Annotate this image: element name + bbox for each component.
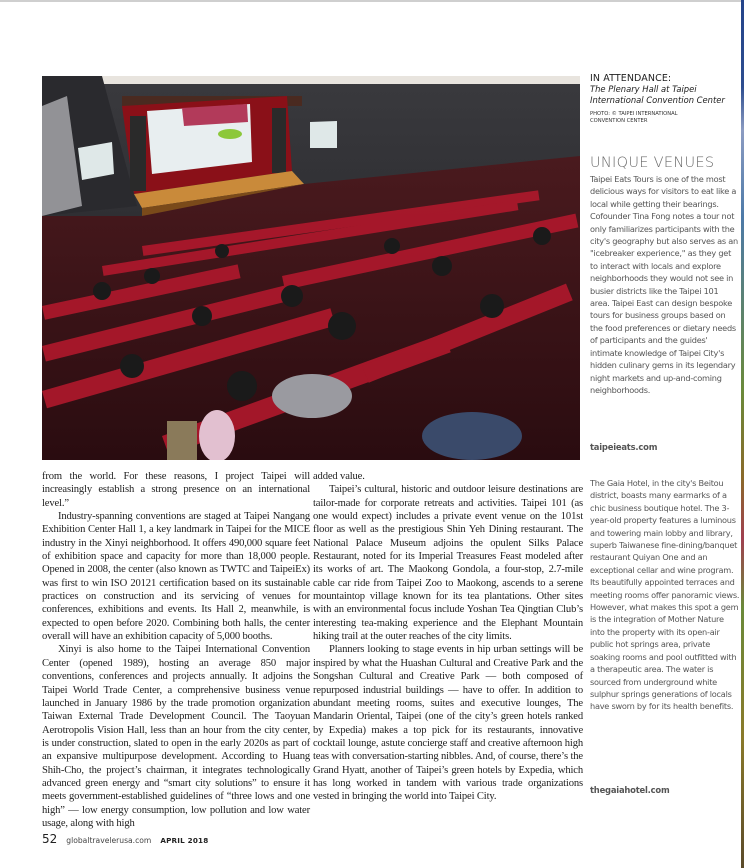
page-number: 52 xyxy=(42,832,58,846)
photo-credit-line-1: PHOTO: © TAIPEI INTERNATIONAL xyxy=(590,111,678,117)
article-paragraph: Planners looking to stage events in hip urban settings will be inspired by what the Huashan Cultural and Creative Park and the Songshan Cultural and Creative Park — both composed of repurposed industrial buildings — have to offer. In addition to abundant meeting rooms, suites and executive lounges, The Mandarin Oriental, Taipei (one of the city’s green hotels ranked by Expedia) makes a top pick for its restaurants, innovative cocktail lounge, astute concierge staff and creative afternoon high teas with conversation-starting nibbles. And, of course, there’s the Grand Hyatt, another of Taipei’s green hotels by Expedia, which has long worked in tandem with various trade organizations vested in bringing the world into Taipei City. xyxy=(313,644,583,803)
footer-website[interactable]: globaltravelerusa.com xyxy=(66,836,152,845)
article-column-1 xyxy=(42,470,310,830)
page-top-rule xyxy=(0,0,744,2)
article-paragraph: added value. xyxy=(313,471,365,482)
photo-credit xyxy=(590,111,740,125)
caption-subtitle-line-1: The Plenary Hall at Taipei xyxy=(590,84,697,94)
article-paragraph: Industry-spanning conventions are staged at Taipei Nangang Exhibition Center Hall 1, a key landmark in Taipei for the MICE industry in the Xinyi neighborhood. It offers 490,000 square feet of exhibition space and capacity for more than 18,000 people. Opened in 2008, the center (also known as TWTC and TaipeiEx) was first to win ISO 20121 certification based on its sustainable practices on construction and its servicing of venues for conferences, exhibitions and events. Its Hall 2, meanwhile, is expected to open before 2020. Combining both halls, the center overall will have an exhibition capacity of 5,000 booths. xyxy=(42,511,310,643)
sidebar-paragraph-gaia-hotel: The Gaia Hotel, in the city's Beitou district, boasts many earmarks of a chic business boutique hotel. The 3-year-old property features a luminous and towering main lobby and library, superb Taiwanese fine-dining/banquet restaurant Quiyan One and an exceptional cellar and wine program. Its beautifully appointed terraces and meeting rooms offer panoramic views. However, what makes this spot a gem is the integration of Mother Nature into the property with its open-air public hot springs area, private soaking rooms and pool outfitted with a therapeutic area. The water is sourced from underground white sulphur springs generations of locals have sworn by for its health benefits. xyxy=(590,478,740,712)
article-paragraph: Taipei’s cultural, historic and outdoor leisure destinations are tailor-made for corporate retreats and activities. Taipei 101 (as one would expect) includes a private event venue on the 101st floor as well as the prestigious Shin Yeh Dining restaurant. The National Palace Museum adjoins the opulent Silks Palace Restaurant, noted for its Imperial Treasures Feast modeled after its works of art. The Maokong Gondola, a four-stop, 2.7-mile cable car ride from Taipei Zoo to Maokong, ascends to a serene mountaintop village known for its tea plantations. Other sites with an environmental focus include Yoshan Tea Qingtian Club’s interesting tea-making experience and the Elephant Mountain hiking trail at the outer reaches of the city limits. xyxy=(313,484,583,643)
photo-illustration xyxy=(42,76,580,460)
photo-credit-line-2: CONVENTION CENTER xyxy=(590,118,648,124)
plenary-hall-photo xyxy=(42,76,580,460)
footer-issue-date: APRIL 2018 xyxy=(160,836,209,845)
sidebar-link-taipeieats[interactable]: taipeieats.com xyxy=(590,442,658,452)
caption-heading: IN ATTENDANCE: xyxy=(590,73,672,84)
article-paragraph: from the world. For these reasons, I project Taipei will increasingly establish a strong presence on an international level.” xyxy=(42,471,310,509)
sidebar-paragraph-taipei-eats: Taipei Eats Tours is one of the most delicious ways for visitors to eat like a local while getting their bearings. Cofounder Tina Fong notes a tour not only familiarizes participants with the city's geography but also serves as an "icebreaker experience," as they get to interact with locals and explore neighborhoods they would not see in busier districts like the Taipei 101 area. Taipei East can design bespoke tours for business groups based on the food preferences or dietary needs of participants and the guides' intimate knowledge of Taipei City's hidden culinary gems in its legendary night markets and up-and-coming neighborhoods. xyxy=(590,174,738,395)
article-column-2 xyxy=(313,470,583,804)
caption-subtitle-line-2: International Convention Center xyxy=(590,94,725,105)
page-footer xyxy=(42,832,208,846)
photo-caption xyxy=(590,73,740,125)
article-paragraph: Xinyi is also home to the Taipei International Convention Center (opened 1989), hosting an average 850 major conventions, conferences and projects annually. It adjoins the Taipei World Trade Center, a comprehensive business venue launched in January 1986 by the trade promotion organization Taiwan External Trade Development Council. The Taoyuan Aerotropolis Vision Hall, less than an hour from the city center, is under construction, slated to open in the early 2020s as part of an expansive multipurpose development. According to Huang Shih-Cho, the project’s chairman, it integrates technologically advanced green energy and “smart city solutions” to ensure it meets government-established guidelines of “three lows and one high” — low energy consumption, low pollution and low water usage, along with high xyxy=(42,644,310,829)
sidebar-title: UNIQUE VENUES xyxy=(590,155,715,171)
sidebar-link-gaiahotel[interactable]: thegaiahotel.com xyxy=(590,785,670,795)
